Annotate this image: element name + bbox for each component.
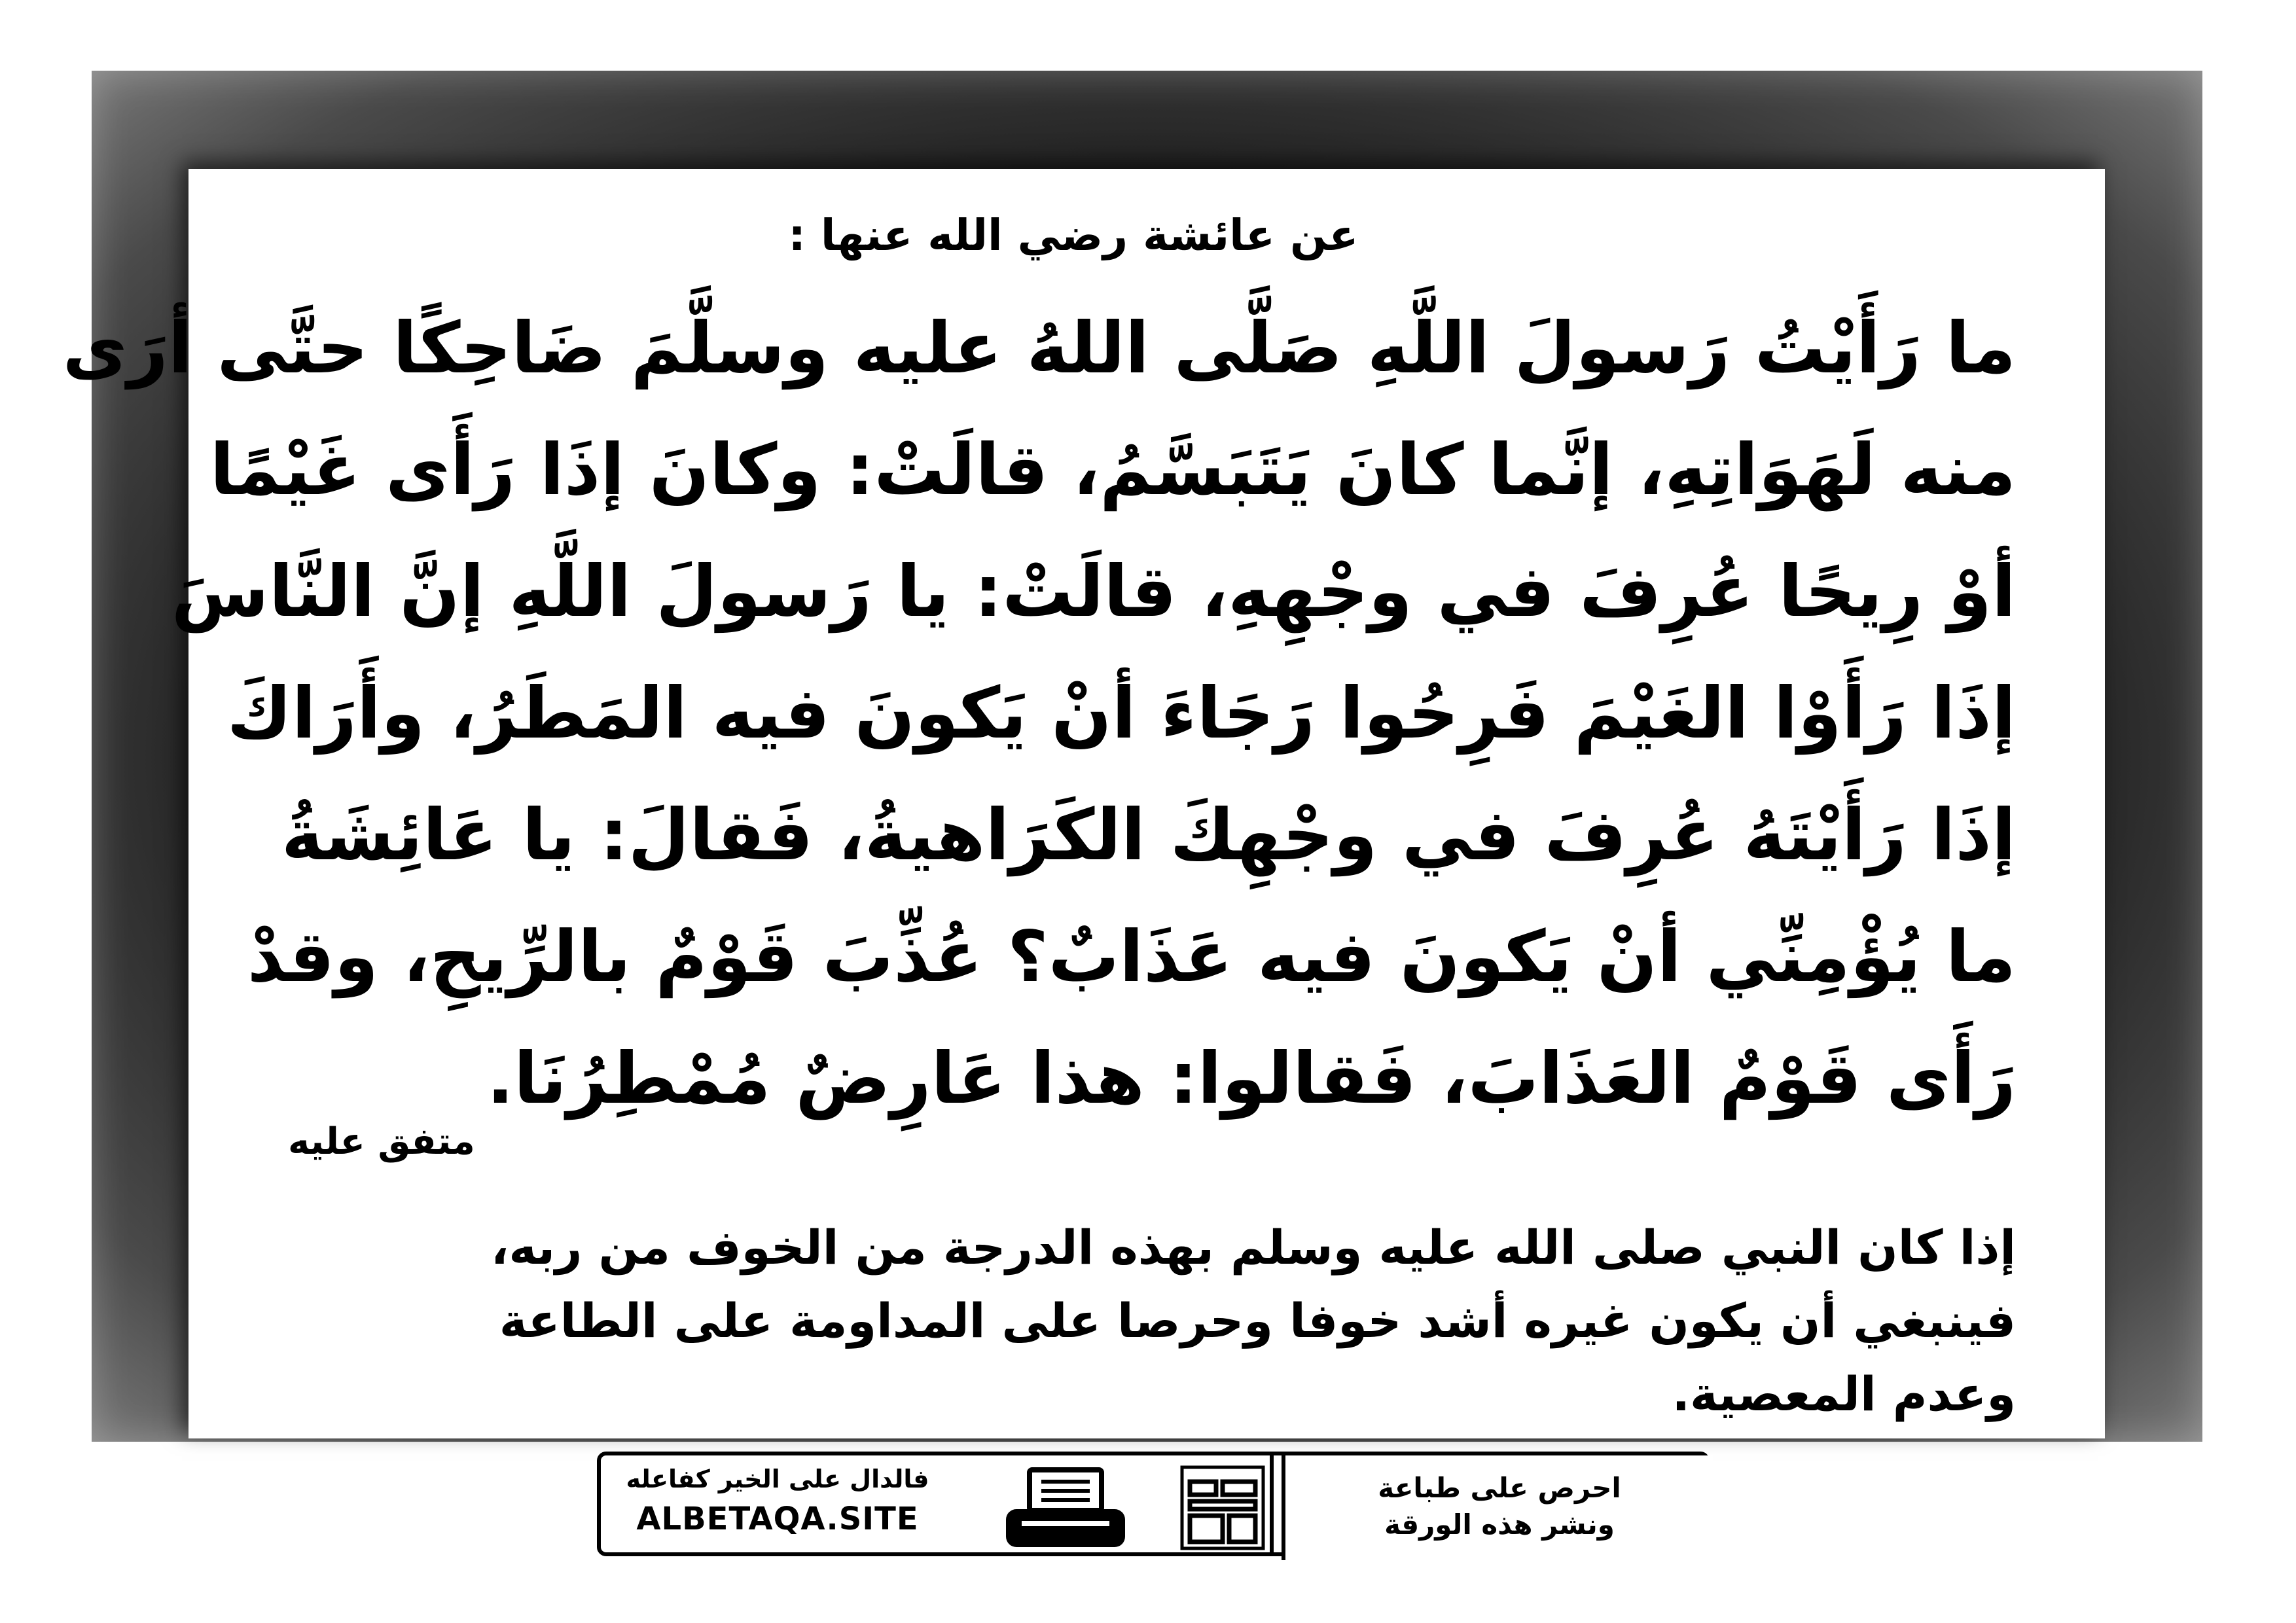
hadith-text: [62, 288, 2016, 1140]
footer-bar: [597, 1452, 1710, 1556]
hadith-attribution: عن عائشة رضي الله عنها :: [788, 210, 1359, 260]
footer-divider: [1270, 1452, 1274, 1556]
footer-site-block: [614, 1462, 941, 1547]
commentary-line: فينبغي أن يكون غيره أشد خوفا وحرصا على المداومة على الطاعة: [499, 1293, 2016, 1348]
hadith-line: ما يُؤْمِنِّي أنْ يَكونَ فيه عَذَابٌ؟ عُذِّبَ قَوْمٌ بالرِّيحِ، وقدْ: [247, 916, 2016, 998]
commentary-text: [288, 1211, 2016, 1431]
footer-call-line: ونشر هذه الورقة: [1384, 1508, 1615, 1541]
hadith-line: رَأَى قَوْمٌ العَذَابَ، فَقالوا: هذا عَارِضٌ مُمْطِرُنَا.: [486, 1038, 2016, 1120]
hadith-line: منه لَهَوَاتِهِ، إنَّما كانَ يَتَبَسَّمُ، قالَتْ: وكانَ إذَا رَأَى غَيْمًا: [209, 429, 2016, 511]
hadith-line: إذَا رَأَيْتَهُ عُرِفَ في وجْهِكَ الكَرَاهيةُ، فَقالَ: يا عَائِشَةُ: [281, 794, 2016, 876]
hadith-line: ما رَأَيْتُ رَسولَ اللَّهِ صَلَّى اللهُ عليه وسلَّمَ ضَاحِكًا حتَّى أرَى: [62, 308, 2016, 389]
footer-call-to-action: [1282, 1455, 1713, 1560]
hadith-line: إذَا رَأَوْا الغَيْمَ فَرِحُوا رَجَاءَ أنْ يَكونَ فيه المَطَرُ، وأَرَاكَ: [226, 673, 2016, 755]
footer-call-line: احرص على طباعة: [1378, 1472, 1621, 1504]
footer-slogan: فالدال على الخير كفاعله: [626, 1465, 929, 1493]
commentary-line: وعدم المعصية.: [1672, 1366, 2016, 1421]
calligraphy-logo: [1177, 1462, 1268, 1554]
printer-icon: [1003, 1467, 1128, 1550]
footer-site-link[interactable]: ALBETAQA.SITE: [636, 1501, 919, 1537]
commentary-line: إذا كان النبي صلى الله عليه وسلم بهذه الدرجة من الخوف من ربه،: [490, 1220, 2016, 1275]
hadith-line: أوْ رِيحًا عُرِفَ في وجْهِهِ، قالَتْ: يا رَسولَ اللَّهِ إنَّ النَّاسَ: [171, 551, 2016, 633]
hadith-source: متفق عليه: [288, 1120, 475, 1163]
